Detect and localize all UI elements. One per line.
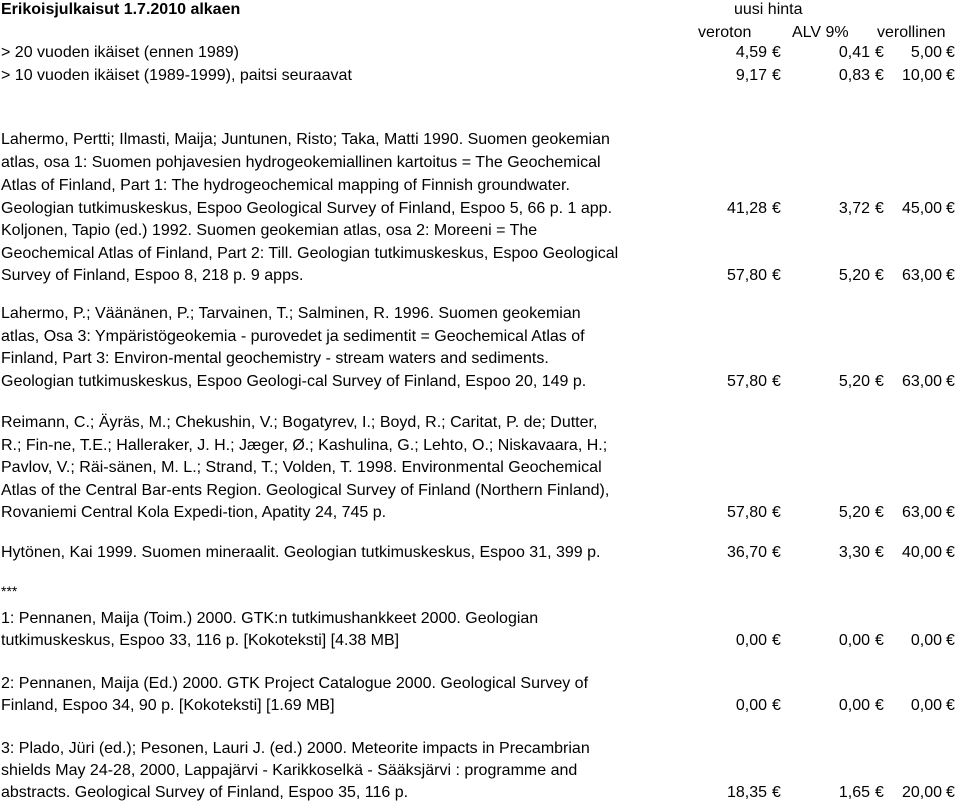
- price-alv: 3,30: [838, 544, 870, 561]
- price-alv: 5,20: [838, 504, 870, 521]
- separator: ***: [1, 583, 18, 599]
- euro-icon: €: [946, 44, 955, 61]
- euro-icon: €: [875, 504, 884, 521]
- new-price-label: uusi hinta: [734, 1, 803, 18]
- entry-line: atlas, osa 1: Suomen pohjavesien hydrogeokemiallinen kartoitus = The Geochemical: [1, 154, 601, 171]
- euro-icon: €: [772, 373, 781, 390]
- age-row-label: > 10 vuoden ikäiset (1989-1999), paitsi seuraavat: [1, 67, 352, 84]
- euro-icon: €: [772, 697, 781, 714]
- euro-icon: €: [772, 504, 781, 521]
- euro-icon: €: [772, 67, 781, 84]
- price-verollinen: 63,00: [901, 373, 942, 390]
- euro-icon: €: [772, 544, 781, 561]
- euro-icon: €: [875, 67, 884, 84]
- price-alv: 5,20: [838, 373, 870, 390]
- price-alv: 0,41: [838, 44, 870, 61]
- price-veroton: 18,35: [726, 784, 767, 801]
- euro-icon: €: [875, 267, 884, 284]
- euro-icon: €: [946, 200, 955, 217]
- euro-icon: €: [772, 784, 781, 801]
- entry-line: Rovaniemi Central Kola Expedi-tion, Apatity 24, 745 p.: [1, 504, 387, 521]
- price-alv: 5,20: [838, 267, 870, 284]
- price-veroton: 57,80: [726, 373, 767, 390]
- entry-line: Finland, Part 3: Environ-mental geochemistry - stream waters and sediments.: [1, 350, 549, 367]
- column-header-veroton: veroton: [698, 24, 752, 41]
- euro-icon: €: [946, 784, 955, 801]
- entry-line: shields May 24-28, 2000, Lappajärvi - Karikkoselkä - Sääksjärvi : programme and: [1, 762, 578, 779]
- entry-line: Pavlov, V.; Räi-sänen, M. L.; Strand, T.; Volden, T. 1998. Environmental Geochemical: [1, 459, 602, 476]
- entry-line: Lahermo, Pertti; Ilmasti, Maija; Juntunen, Risto; Taka, Matti 1990. Suomen geokemian: [1, 131, 610, 148]
- price-alv: 0,00: [838, 697, 870, 714]
- entry-line: Lahermo, P.; Väänänen, P.; Tarvainen, T.; Salminen, R. 1996. Suomen geokemian: [1, 305, 581, 322]
- entry-line: Finland, Espoo 34, 90 p. [Kokoteksti] [1.69 MB]: [1, 697, 335, 714]
- euro-icon: €: [946, 697, 955, 714]
- entry-line: Geologian tutkimuskeskus, Espoo Geological Survey of Finland, Espoo 5, 66 p. 1 app.: [1, 200, 613, 217]
- entry-line: 2: Pennanen, Maija (Ed.) 2000. GTK Project Catalogue 2000. Geological Survey of: [1, 675, 589, 692]
- euro-icon: €: [946, 373, 955, 390]
- price-verollinen: 0,00: [910, 697, 942, 714]
- euro-icon: €: [772, 44, 781, 61]
- euro-icon: €: [946, 267, 955, 284]
- euro-icon: €: [875, 544, 884, 561]
- entry-line: Survey of Finland, Espoo 8, 218 p. 9 apps.: [1, 267, 304, 284]
- entry-line: tutkimuskeskus, Espoo 33, 116 p. [Kokoteksti] [4.38 MB]: [1, 632, 400, 649]
- euro-icon: €: [875, 632, 884, 649]
- price-veroton: 0,00: [735, 697, 767, 714]
- price-alv: 1,65: [838, 784, 870, 801]
- price-verollinen: 63,00: [901, 267, 942, 284]
- price-veroton: 57,80: [726, 504, 767, 521]
- euro-icon: €: [946, 544, 955, 561]
- entry-line: abstracts. Geological Survey of Finland, Espoo 35, 116 p.: [1, 784, 409, 801]
- entry-line: Geochemical Atlas of Finland, Part 2: Till. Geologian tutkimuskeskus, Espoo Geological: [1, 245, 619, 262]
- page-title: Erikoisjulkaisut 1.7.2010 alkaen: [1, 1, 241, 18]
- price-verollinen: 20,00: [901, 784, 942, 801]
- price-veroton: 9,17: [735, 67, 767, 84]
- price-veroton: 36,70: [726, 544, 767, 561]
- entry-line: atlas, Osa 3: Ympäristögeokemia - purovedet ja sedimentit = Geochemical Atlas of: [1, 328, 585, 345]
- price-verollinen: 10,00: [901, 67, 942, 84]
- euro-icon: €: [946, 67, 955, 84]
- price-verollinen: 5,00: [910, 44, 942, 61]
- price-verollinen: 40,00: [901, 544, 942, 561]
- euro-icon: €: [875, 44, 884, 61]
- entry-line: Atlas of Finland, Part 1: The hydrogeochemical mapping of Finnish groundwater.: [1, 177, 570, 194]
- entry-line: 3: Plado, Jüri (ed.); Pesonen, Lauri J. (ed.) 2000. Meteorite impacts in Precambrian: [1, 740, 590, 757]
- entry-line: 1: Pennanen, Maija (Toim.) 2000. GTK:n tutkimushankkeet 2000. Geologian: [1, 610, 539, 627]
- entry-line: Koljonen, Tapio (ed.) 1992. Suomen geokemian atlas, osa 2: Moreeni = The: [1, 222, 538, 239]
- price-alv: 0,83: [838, 67, 870, 84]
- price-alv: 3,72: [838, 200, 870, 217]
- entry-line: Geologian tutkimuskeskus, Espoo Geologi-cal Survey of Finland, Espoo 20, 149 p.: [1, 373, 587, 390]
- euro-icon: €: [875, 373, 884, 390]
- euro-icon: €: [946, 504, 955, 521]
- euro-icon: €: [772, 200, 781, 217]
- entry-line: Atlas of the Central Bar-ents Region. Geological Survey of Finland (Northern Finland),: [1, 482, 610, 499]
- entry-line: Reimann, C.; Äyräs, M.; Chekushin, V.; Bogatyrev, I.; Boyd, R.; Caritat, P. de; Dutter,: [1, 414, 598, 431]
- price-verollinen: 45,00: [901, 200, 942, 217]
- price-verollinen: 0,00: [910, 632, 942, 649]
- price-alv: 0,00: [838, 632, 870, 649]
- euro-icon: €: [875, 697, 884, 714]
- column-header-alv: ALV 9%: [792, 24, 849, 41]
- price-veroton: 57,80: [726, 267, 767, 284]
- age-row-label: > 20 vuoden ikäiset (ennen 1989): [1, 44, 239, 61]
- euro-icon: €: [946, 632, 955, 649]
- entry-line: R.; Fin-ne, T.E.; Halleraker, J. H.; Jæger, Ø.; Kashulina, G.; Lehto, O.; Niskavaara, H.;: [1, 437, 608, 454]
- euro-icon: €: [772, 267, 781, 284]
- price-veroton: 41,28: [726, 200, 767, 217]
- euro-icon: €: [772, 632, 781, 649]
- price-verollinen: 63,00: [901, 504, 942, 521]
- entry-line: Hytönen, Kai 1999. Suomen mineraalit. Geologian tutkimuskeskus, Espoo 31, 399 p.: [1, 544, 601, 561]
- column-header-verollinen: verollinen: [877, 24, 946, 41]
- euro-icon: €: [875, 200, 884, 217]
- euro-icon: €: [875, 784, 884, 801]
- price-veroton: 0,00: [735, 632, 767, 649]
- price-veroton: 4,59: [735, 44, 767, 61]
